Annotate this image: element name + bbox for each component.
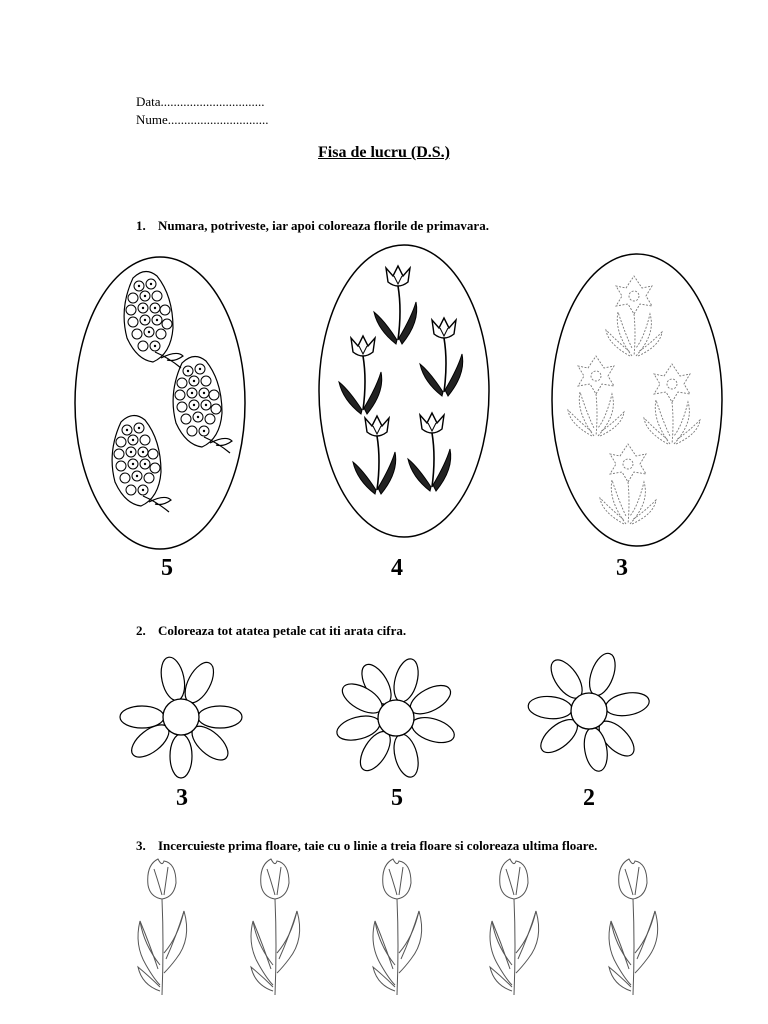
daisy-flower-1 — [120, 655, 242, 778]
task-2-instruction — [136, 623, 406, 639]
daisy-label-1: 3 — [176, 785, 188, 811]
task-1-number: 1. — [136, 218, 146, 233]
lilac-flower — [124, 271, 183, 368]
group-oval-daffodil — [552, 254, 722, 546]
daisy-label-2: 5 — [391, 785, 403, 811]
tulip-flower — [339, 336, 382, 414]
tulip-flower — [353, 416, 396, 494]
daisy-label-3: 2 — [583, 785, 595, 811]
daffodil-flower — [644, 364, 700, 444]
page-title: Fisa de lucru (D.S.) — [318, 144, 450, 161]
daffodil-flower — [606, 276, 662, 356]
lilac-flower — [173, 356, 232, 453]
task-3-number: 3. — [136, 838, 146, 853]
name-field: Nume............................... — [136, 112, 269, 127]
tulip-flower — [408, 413, 451, 491]
outline-tulip-5 — [609, 859, 658, 995]
outline-tulip-3 — [373, 859, 422, 995]
outline-tulip-2 — [251, 859, 300, 995]
outline-tulip-1 — [138, 859, 187, 995]
task-1-number-c: 3 — [616, 555, 628, 581]
daffodil-flower — [600, 444, 656, 524]
task-1-number-b: 4 — [391, 555, 403, 581]
task-3-text: Incercuieste prima floare, taie cu o linie a treia floare si coloreaza ultima floare. — [158, 838, 598, 853]
task-1-text: Numara, potriveste, iar apoi coloreaza florile de primavara. — [158, 218, 489, 233]
task-1-number-a: 5 — [161, 555, 173, 581]
daisy-flower-2 — [334, 656, 457, 780]
task-3-instruction — [136, 838, 597, 854]
task-2-text: Coloreaza tot atatea petale cat iti arata cifra. — [158, 623, 407, 638]
task-2-number: 2. — [136, 623, 146, 638]
date-field: Data................................ — [136, 94, 265, 109]
outline-tulip-4 — [490, 859, 539, 995]
daffodil-flower — [568, 356, 624, 436]
lilac-flower — [112, 415, 171, 512]
tulip-flower — [374, 266, 417, 344]
tulip-flower — [420, 318, 463, 396]
daisy-flower-3 — [527, 650, 651, 773]
